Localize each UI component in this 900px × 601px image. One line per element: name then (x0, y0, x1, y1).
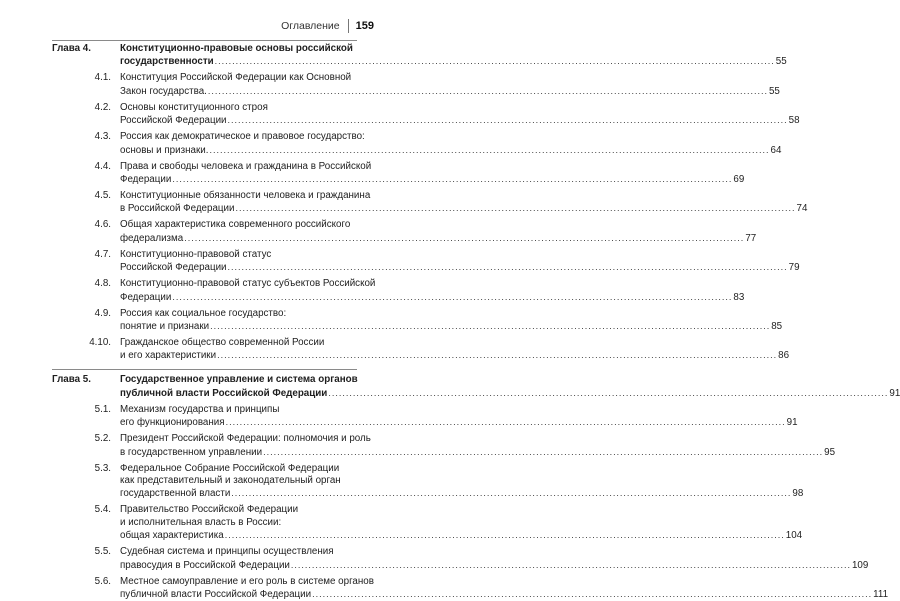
entry-title (120, 374, 900, 400)
header-divider (348, 19, 349, 33)
entry-title-line: Механизм государства и принципы (120, 403, 280, 415)
entry-number: Глава 5. (52, 374, 91, 386)
page-number: 159 (355, 20, 374, 32)
entry-title (120, 546, 869, 572)
entry-title-line: Конституционно-правовой статус (120, 248, 272, 260)
entry-number: 4.9. (94, 307, 111, 319)
entry-title-line: государственности (120, 56, 214, 68)
dot-leader: ................................................................................................................................................................ (231, 488, 792, 499)
entry-title (120, 278, 745, 304)
entry-title-line: Россия как демократическое и правовое государство: (120, 131, 365, 143)
entry-title-line: как представительный и законодательный орган (120, 475, 341, 486)
entry-title-line: Российской Федерации (120, 262, 227, 274)
entry-title-line: Россия как социальное государство: (120, 307, 287, 319)
entry-page-number: 104 (785, 530, 803, 542)
entry-title-line: федерализма (120, 232, 184, 244)
entry-title (120, 575, 889, 601)
dot-leader: ................................................................................................................................................................ (214, 56, 775, 67)
entry-page-number: 58 (788, 115, 800, 127)
dot-leader: ................................................................................................................................................................ (227, 115, 788, 126)
dot-leader: ................................................................................................................................................................ (263, 446, 824, 457)
dot-leader: ................................................................................................................................................................ (312, 589, 873, 599)
entry-page-number: 74 (796, 203, 808, 215)
dot-leader: ................................................................................................................................................................ (217, 350, 778, 361)
entry-title-line: Государственное управление и система органов (120, 374, 358, 386)
dot-leader: ................................................................................................................................................................ (207, 85, 768, 96)
entry-page-number: 85 (771, 321, 783, 332)
entry-title-line: публичной власти Российской Федерации (120, 589, 312, 600)
entry-title-line: Конституционно-правовые основы российской (120, 43, 353, 54)
entry-page-number: 55 (775, 56, 787, 68)
toc-rule (52, 369, 357, 370)
entry-title-line: Федеральное Собрание Российской Федерации (120, 462, 340, 474)
entry-page-number: 109 (851, 559, 869, 571)
entry-title-line: его функционирования (120, 417, 225, 429)
dot-leader: ................................................................................................................................................................ (227, 262, 788, 273)
entry-number: 4.2. (94, 101, 111, 113)
entry-title (120, 43, 787, 69)
entry-title (120, 131, 782, 157)
entry-number: 4.10. (89, 337, 111, 348)
entry-page-number: 77 (745, 232, 757, 244)
entry-number: Глава 4. (52, 43, 91, 54)
dot-leader: ................................................................................................................................................................ (328, 387, 889, 398)
dot-leader: ................................................................................................................................................................ (225, 417, 786, 428)
entry-title-line: публичной власти Российской Федерации (120, 387, 328, 399)
entry-number: 4.4. (94, 160, 111, 172)
entry-title (120, 462, 804, 501)
entry-title (120, 403, 798, 430)
entry-page-number: 91 (786, 417, 798, 429)
entry-page-number: 95 (824, 446, 836, 458)
entry-title (120, 248, 800, 275)
entry-number: 4.8. (94, 278, 111, 290)
entry-title-line: Закон государства. (120, 85, 207, 97)
entry-title-line: Правительство Российской Федерации (120, 504, 299, 516)
entry-title-line: Федерации (120, 174, 172, 185)
entry-number: 5.1. (94, 403, 111, 415)
entry-title-line: Конституция Российской Федерации как Основной (120, 72, 352, 84)
entry-title (120, 160, 745, 187)
entry-title-line: правосудия в Российской Федерации (120, 559, 290, 571)
entry-title-line: Российской Федерации (120, 115, 227, 127)
entry-title-line: в государственном управлении (120, 446, 263, 458)
entry-title (120, 307, 783, 334)
dot-leader: ................................................................................................................................................................ (209, 144, 770, 155)
entry-title-line: Федерации (120, 291, 172, 303)
entry-title-line: Судебная система и принципы осуществления (120, 546, 334, 558)
toc-rule (52, 40, 357, 41)
entry-number: 5.5. (94, 546, 111, 558)
entry-title-line: общая характеристика (120, 530, 224, 542)
running-header (281, 19, 374, 33)
entry-title (120, 433, 836, 459)
entry-page-number: 111 (873, 589, 889, 600)
entry-title-line: Местное самоуправление и его роль в системе органов (120, 575, 374, 587)
entry-number: 4.7. (94, 248, 111, 260)
entry-title-line: Права и свободы человека и гражданина в Российской (120, 160, 372, 172)
entry-title-line: Президент Российской Федерации: полномочия и роль (120, 433, 371, 445)
entry-title (120, 337, 790, 363)
entry-number: 5.6. (94, 575, 111, 587)
entry-number: 4.1. (94, 72, 111, 84)
entry-page-number: 98 (792, 488, 804, 500)
dot-leader: ................................................................................................................................................................ (210, 321, 771, 331)
entry-title-line: основы и признаки. (120, 144, 209, 156)
entry-title-line: в Российской Федерации (120, 203, 235, 215)
entry-title (120, 72, 780, 98)
entry-title-line: понятие и признаки (120, 321, 210, 332)
entry-title-line: Общая характеристика современного российского (120, 219, 351, 231)
entry-title-line: и исполнительная власть в России: (120, 516, 282, 528)
entry-title-line: Конституционно-правовой статус субъектов Российской (120, 278, 376, 290)
dot-leader: ................................................................................................................................................................ (184, 232, 745, 243)
entry-number: 4.3. (94, 131, 111, 143)
entry-page-number: 86 (778, 350, 790, 362)
entry-title-line: государственной власти (120, 488, 231, 500)
entry-page-number: 79 (788, 262, 800, 274)
entry-title-line: и его характеристики (120, 350, 217, 362)
dot-leader: ................................................................................................................................................................ (290, 559, 851, 570)
entry-number: 5.2. (94, 433, 111, 445)
entry-title (120, 219, 757, 245)
entry-title-line: Конституционные обязанности человека и гражданина (120, 190, 371, 201)
entry-page-number: 69 (733, 174, 745, 185)
dot-leader: ................................................................................................................................................................ (172, 291, 733, 302)
entry-page-number: 64 (770, 144, 782, 156)
entry-title-line: Основы конституционного строя (120, 101, 268, 113)
dot-leader: ................................................................................................................................................................ (172, 174, 733, 184)
entry-page-number: 83 (733, 291, 745, 303)
entry-page-number: 55 (768, 85, 780, 97)
section-title: Оглавление (281, 20, 340, 32)
entry-number: 5.3. (94, 462, 111, 474)
dot-leader: ................................................................................................................................................................ (224, 530, 785, 541)
entry-page-number: 91 (889, 387, 900, 399)
entry-title (120, 190, 808, 216)
entry-number: 4.5. (94, 190, 111, 201)
entry-title (120, 101, 800, 128)
entry-title-line: Гражданское общество современной России (120, 337, 325, 348)
dot-leader: ................................................................................................................................................................ (235, 203, 796, 214)
entry-number: 5.4. (94, 504, 111, 516)
entry-number: 4.6. (94, 219, 111, 231)
entry-title (120, 504, 803, 542)
